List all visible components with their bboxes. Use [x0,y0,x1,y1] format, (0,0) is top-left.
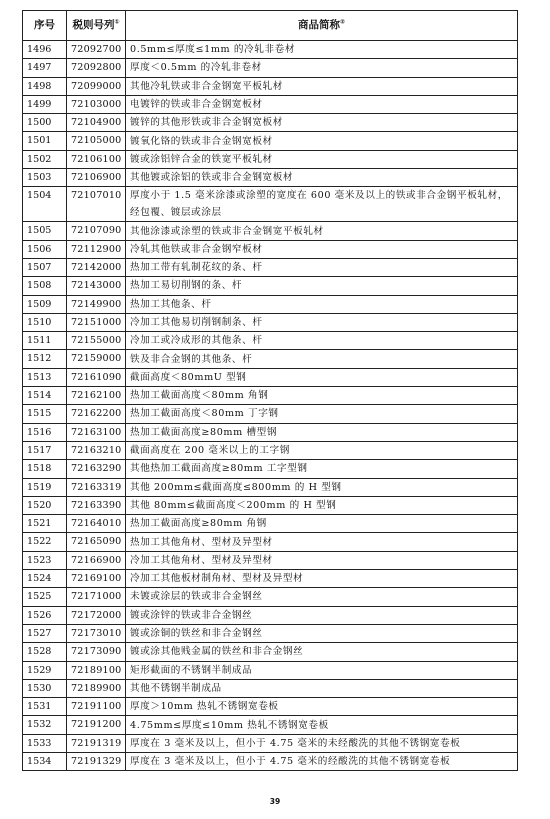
table-row [23,313,518,331]
row-product-name: 厚度＜0.5mm 的冷轧非卷材 [126,59,518,77]
row-tariff-code: 72092800 [67,59,126,77]
row-tariff-code: 72189900 [67,679,126,697]
row-tariff-code: 72166900 [67,551,126,569]
row-product-name: 其他 200mm≤截面高度≤800mm 的 H 型钢 [126,478,518,496]
row-tariff-code: 72165090 [67,533,126,551]
row-product-name: 铁及非合金钢的其他条、杆 [126,350,518,368]
footnote-mark-2: ② [339,18,346,26]
row-product-name: 冷加工其他易切削钢制条、杆 [126,313,518,331]
table-row [23,734,518,752]
row-serial-number: 1527 [23,624,67,642]
row-serial-number: 1521 [23,515,67,533]
table-row [23,624,518,642]
row-product-name: 热加工截面高度≥80mm 槽型钢 [126,423,518,441]
table-row [23,240,518,258]
row-product-name: 镀或涂其他贱金属的铁丝和非合金钢丝 [126,643,518,661]
row-serial-number: 1528 [23,643,67,661]
row-serial-number: 1526 [23,606,67,624]
row-tariff-code: 72103000 [67,95,126,113]
row-product-name: 热加工易切削钢的条、杆 [126,277,518,295]
row-product-name: 镀或涂铝锌合金的铁宽平板轧材 [126,150,518,168]
row-serial-number: 1498 [23,77,67,95]
table-body [23,41,518,771]
row-product-name: 热加工带有轧制花纹的条、杆 [126,258,518,276]
table-row [23,187,518,222]
row-tariff-code: 72112900 [67,240,126,258]
row-product-name: 冷加工其他板材制角材、型材及异型材 [126,570,518,588]
row-serial-number: 1500 [23,114,67,132]
row-product-name: 冷轧其他铁或非合金钢窄板材 [126,240,518,258]
row-serial-number: 1519 [23,478,67,496]
row-serial-number: 1505 [23,222,67,240]
row-serial-number: 1511 [23,332,67,350]
row-serial-number: 1515 [23,405,67,423]
row-tariff-code: 72142000 [67,258,126,276]
row-serial-number: 1507 [23,258,67,276]
tariff-table [22,10,518,771]
row-tariff-code: 72107090 [67,222,126,240]
table-row [23,41,518,59]
table-row [23,661,518,679]
table-row [23,643,518,661]
row-serial-number: 1518 [23,460,67,478]
row-tariff-code: 72162100 [67,387,126,405]
row-serial-number: 1512 [23,350,67,368]
header-product-name-label: 商品简称 [297,18,340,31]
row-product-name: 厚度在 3 毫米及以上，但小于 4.75 毫米的经酸洗的其他不锈钢宽卷板 [126,752,518,770]
table-row [23,150,518,168]
row-serial-number: 1496 [23,41,67,59]
table-row [23,515,518,533]
table-row [23,478,518,496]
row-product-name: 其他冷轧铁或非合金钢宽平板轧材 [126,77,518,95]
row-serial-number: 1504 [23,187,67,222]
table-row [23,95,518,113]
table-row [23,423,518,441]
row-product-name: 4.75mm≤厚度≤10mm 热轧不锈钢宽卷板 [126,716,518,734]
row-tariff-code: 72092700 [67,41,126,59]
row-tariff-code: 72107010 [67,187,126,222]
table-row [23,679,518,697]
table-row [23,387,518,405]
row-tariff-code: 72159000 [67,350,126,368]
row-serial-number: 1508 [23,277,67,295]
table-row [23,350,518,368]
row-product-name: 冷加工或冷成形的其他条、杆 [126,332,518,350]
table-row [23,716,518,734]
row-product-name: 其他镀或涂铝的铁或非合金钢宽板材 [126,169,518,187]
row-product-name: 热加工其他条、杆 [126,295,518,313]
row-product-name: 镀锌的其他形铁或非合金钢宽板材 [126,114,518,132]
row-tariff-code: 72163210 [67,441,126,459]
row-serial-number: 1532 [23,716,67,734]
table-row [23,114,518,132]
row-product-name: 其他涂漆或涂塑的铁或非合金钢宽平板轧材 [126,222,518,240]
row-tariff-code: 72189100 [67,661,126,679]
table-row [23,222,518,240]
row-serial-number: 1525 [23,588,67,606]
row-tariff-code: 72191100 [67,698,126,716]
row-serial-number: 1510 [23,313,67,331]
row-serial-number: 1531 [23,698,67,716]
table-row [23,496,518,514]
row-product-name: 0.5mm≤厚度≤1mm 的冷轧非卷材 [126,41,518,59]
row-serial-number: 1520 [23,496,67,514]
row-serial-number: 1522 [23,533,67,551]
row-tariff-code: 72161090 [67,368,126,386]
row-serial-number: 1499 [23,95,67,113]
row-product-name: 电镀锌的铁或非合金钢宽板材 [126,95,518,113]
row-product-name: 热加工截面高度＜80mm 角钢 [126,387,518,405]
row-product-name: 热加工截面高度＜80mm 丁字钢 [126,405,518,423]
table-row [23,77,518,95]
row-serial-number: 1501 [23,132,67,150]
page-number: 39 [269,797,281,806]
table-row [23,588,518,606]
row-tariff-code: 72105000 [67,132,126,150]
header-serial-number [23,11,67,41]
table-row [23,570,518,588]
row-tariff-code: 72149900 [67,295,126,313]
row-serial-number: 1517 [23,441,67,459]
row-tariff-code: 72164010 [67,515,126,533]
row-serial-number: 1516 [23,423,67,441]
table-row [23,59,518,77]
row-tariff-code: 72191329 [67,752,126,770]
row-product-name: 镀或涂铜的铁丝和非合金钢丝 [126,624,518,642]
row-tariff-code: 72163319 [67,478,126,496]
header-tariff-code [67,11,126,41]
row-tariff-code: 72169100 [67,570,126,588]
row-tariff-code: 72143000 [67,277,126,295]
row-tariff-code: 72163390 [67,496,126,514]
row-serial-number: 1506 [23,240,67,258]
row-tariff-code: 72155000 [67,332,126,350]
table-row [23,698,518,716]
row-serial-number: 1497 [23,59,67,77]
row-product-name: 热加工其他角材、型材及异型材 [126,533,518,551]
row-product-name: 其他不锈钢半制成品 [126,679,518,697]
row-serial-number: 1524 [23,570,67,588]
row-serial-number: 1514 [23,387,67,405]
header-row [23,11,518,41]
row-product-name: 未镀或涂层的铁或非合金钢丝 [126,588,518,606]
table-row [23,460,518,478]
table-row [23,258,518,276]
row-product-name: 厚度＞10mm 热轧不锈钢宽卷板 [126,698,518,716]
row-tariff-code: 72162200 [67,405,126,423]
row-product-name: 厚度在 3 毫米及以上，但小于 4.75 毫米的未经酸洗的其他不锈钢宽卷板 [126,734,518,752]
row-product-name: 热加工截面高度≥80mm 角钢 [126,515,518,533]
row-serial-number: 1502 [23,150,67,168]
row-tariff-code: 72163290 [67,460,126,478]
table-row [23,606,518,624]
row-serial-number: 1513 [23,368,67,386]
row-product-name: 镀氧化铬的铁或非合金钢宽板材 [126,132,518,150]
table-row [23,277,518,295]
table-row [23,132,518,150]
footnote-mark-1: ① [114,18,120,26]
row-tariff-code: 72106100 [67,150,126,168]
table-row [23,752,518,770]
row-product-name: 镀或涂锌的铁或非合金钢丝 [126,606,518,624]
row-serial-number: 1530 [23,679,67,697]
table-row [23,169,518,187]
table-row [23,551,518,569]
row-tariff-code: 72099000 [67,77,126,95]
row-product-name: 矩形截面的不锈钢半制成品 [126,661,518,679]
table-row [23,295,518,313]
row-serial-number: 1534 [23,752,67,770]
row-serial-number: 1523 [23,551,67,569]
row-tariff-code: 72104900 [67,114,126,132]
header-serial-number-label: 序号 [34,18,55,31]
table-row [23,368,518,386]
header-tariff-code-label: 税则号列 [72,18,115,31]
row-product-name: 其他 80mm≤截面高度＜200mm 的 H 型钢 [126,496,518,514]
row-product-name: 冷加工其他角材、型材及异型材 [126,551,518,569]
table-row [23,441,518,459]
row-tariff-code: 72173090 [67,643,126,661]
row-product-name: 截面高度在 200 毫米以上的工字钢 [126,441,518,459]
header-product-name [126,11,518,41]
row-serial-number: 1529 [23,661,67,679]
table-header [23,11,518,41]
row-tariff-code: 72151000 [67,313,126,331]
table-row [23,533,518,551]
row-product-name: 厚度小于 1.5 毫米涂漆或涂塑的宽度在 600 毫米及以上的铁或非合金钢平板轧材，经包覆、镀层或涂层 [126,187,518,222]
row-product-name: 其他热加工截面高度≥80mm 工字型钢 [126,460,518,478]
table-row [23,405,518,423]
row-serial-number: 1533 [23,734,67,752]
row-tariff-code: 72173010 [67,624,126,642]
row-tariff-code: 72191200 [67,716,126,734]
row-serial-number: 1503 [23,169,67,187]
row-tariff-code: 72191319 [67,734,126,752]
row-serial-number: 1509 [23,295,67,313]
table-row [23,332,518,350]
row-tariff-code: 72163100 [67,423,126,441]
row-tariff-code: 72106900 [67,169,126,187]
row-product-name: 截面高度＜80mmU 型钢 [126,368,518,386]
row-tariff-code: 72172000 [67,606,126,624]
row-tariff-code: 72171000 [67,588,126,606]
